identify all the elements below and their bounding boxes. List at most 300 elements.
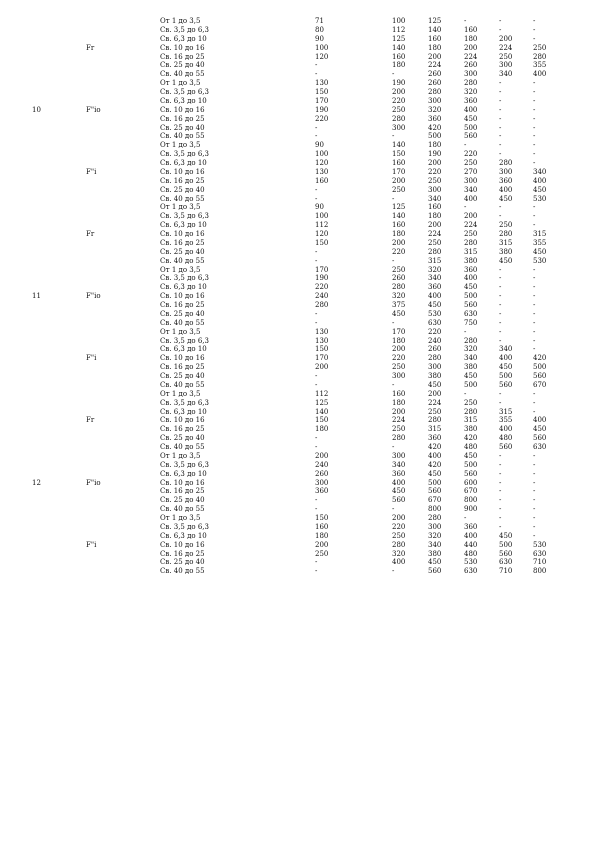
tolerance-value-cell: 120 — [315, 159, 329, 167]
tolerance-value-cell: 130 — [315, 327, 329, 336]
tolerance-value-cell: 420 — [464, 434, 478, 443]
tolerance-value-cell: 300 — [428, 96, 442, 105]
tolerance-value-cell: - — [392, 505, 395, 514]
tolerance-value-cell: - — [499, 301, 502, 309]
tolerance-value-cell: 220 — [315, 283, 329, 292]
tolerance-value-cell: 220 — [428, 167, 442, 176]
tolerance-value-cell: 200 — [428, 389, 442, 398]
module-range-cell: Св. 25 до 40 — [160, 123, 205, 132]
tolerance-value-cell: 560 — [499, 443, 513, 451]
tolerance-value-cell: - — [533, 265, 536, 274]
tolerance-value-cell: - — [533, 25, 536, 34]
module-range-cell: Св. 16 до 25 — [160, 487, 205, 496]
tolerance-value-cell: 400 — [499, 425, 513, 434]
tolerance-value-cell: 380 — [499, 247, 513, 256]
table-row — [0, 425, 595, 434]
table-row — [0, 319, 595, 328]
tolerance-value-cell: 224 — [464, 52, 478, 61]
tolerance-value-cell: 530 — [428, 309, 442, 318]
tolerance-value-cell: 340 — [464, 354, 478, 363]
tolerance-value-cell: 530 — [533, 194, 547, 203]
tolerance-value-cell: 80 — [315, 25, 324, 34]
module-range-cell: Св. 3,5 до 6,3 — [160, 274, 209, 283]
tolerance-value-cell: 150 — [392, 150, 406, 159]
tolerance-symbol-cell: F"io — [86, 105, 101, 114]
tolerance-value-cell: 90 — [315, 141, 324, 150]
tolerance-value-cell: 140 — [392, 212, 406, 221]
tolerance-value-cell: 150 — [315, 345, 329, 354]
tolerance-value-cell: 480 — [464, 443, 478, 451]
tolerance-value-cell: 420 — [428, 123, 442, 132]
tolerance-value-cell: 200 — [392, 514, 406, 522]
module-range-cell: Св. 10 до 16 — [160, 167, 205, 176]
tolerance-value-cell: 200 — [392, 176, 406, 185]
tolerance-value-cell: 670 — [533, 380, 547, 389]
tolerance-value-cell: 100 — [315, 150, 329, 159]
module-range-cell: Св. 6,3 до 10 — [160, 221, 207, 230]
tolerance-value-cell: - — [533, 96, 536, 105]
tolerance-value-cell: 130 — [315, 336, 329, 345]
table-row — [0, 461, 595, 470]
tolerance-value-cell: 300 — [392, 372, 406, 380]
tolerance-value-cell: 630 — [533, 549, 547, 558]
tolerance-symbol-cell: Fr — [86, 43, 95, 52]
tolerance-value-cell: 180 — [315, 425, 329, 434]
tolerance-value-cell: 200 — [315, 451, 329, 460]
module-range-cell: Св. 40 до 55 — [160, 132, 205, 141]
tolerance-table — [0, 17, 595, 576]
tolerance-value-cell: 400 — [533, 416, 547, 425]
table-row — [0, 266, 595, 275]
tolerance-value-cell: 630 — [533, 443, 547, 451]
tolerance-value-cell: 190 — [315, 105, 329, 114]
tolerance-value-cell: - — [533, 309, 536, 318]
tolerance-value-cell: 560 — [464, 301, 478, 309]
tolerance-value-cell: 170 — [315, 96, 329, 105]
tolerance-value-cell: - — [533, 212, 536, 221]
tolerance-value-cell: 500 — [464, 292, 478, 301]
tolerance-value-cell: 224 — [428, 61, 442, 70]
tolerance-value-cell: 250 — [499, 52, 513, 61]
tolerance-value-cell: - — [499, 522, 502, 531]
table-row — [0, 390, 595, 399]
module-range-cell: Св. 16 до 25 — [160, 549, 205, 558]
tolerance-value-cell: 360 — [428, 283, 442, 292]
tolerance-value-cell: 200 — [392, 238, 406, 247]
module-range-cell: Св. 25 до 40 — [160, 558, 205, 567]
tolerance-value-cell: - — [499, 150, 502, 159]
tolerance-value-cell: 315 — [499, 407, 513, 416]
tolerance-value-cell: - — [533, 221, 536, 230]
tolerance-value-cell: 250 — [499, 221, 513, 230]
tolerance-value-cell: 450 — [464, 114, 478, 123]
module-range-cell: Св. 6,3 до 10 — [160, 34, 207, 43]
table-row — [0, 337, 595, 346]
tolerance-value-cell: 112 — [315, 389, 329, 398]
tolerance-value-cell: 300 — [464, 176, 478, 185]
tolerance-value-cell: - — [533, 531, 536, 540]
tolerance-value-cell: 180 — [428, 141, 442, 150]
tolerance-value-cell: 140 — [428, 25, 442, 34]
table-row — [0, 88, 595, 97]
tolerance-value-cell: 220 — [392, 96, 406, 105]
module-range-cell: Св. 3,5 до 6,3 — [160, 212, 209, 221]
tolerance-value-cell: 630 — [464, 309, 478, 318]
tolerance-value-cell: 170 — [315, 354, 329, 363]
tolerance-value-cell: 270 — [464, 167, 478, 176]
tolerance-value-cell: - — [499, 25, 502, 34]
tolerance-value-cell: - — [464, 141, 467, 150]
tolerance-value-cell: - — [499, 274, 502, 283]
module-range-cell: Св. 10 до 16 — [160, 292, 205, 301]
tolerance-value-cell: 480 — [499, 434, 513, 443]
module-range-cell: Св. 25 до 40 — [160, 434, 205, 443]
tolerance-value-cell: 250 — [428, 176, 442, 185]
tolerance-value-cell: 160 — [428, 203, 442, 212]
tolerance-value-cell: 380 — [464, 425, 478, 434]
tolerance-value-cell: 250 — [428, 407, 442, 416]
tolerance-value-cell: 750 — [464, 318, 478, 327]
tolerance-value-cell: 450 — [464, 451, 478, 460]
tolerance-value-cell: 200 — [392, 345, 406, 354]
tolerance-value-cell: 400 — [533, 70, 547, 79]
tolerance-value-cell: 400 — [392, 478, 406, 487]
tolerance-value-cell: - — [392, 194, 395, 203]
tolerance-value-cell: 450 — [499, 531, 513, 540]
tolerance-value-cell: - — [392, 70, 395, 79]
table-row — [0, 212, 595, 221]
tolerance-value-cell: 600 — [464, 478, 478, 487]
tolerance-value-cell: - — [499, 514, 502, 522]
tolerance-value-cell: 450 — [533, 247, 547, 256]
tolerance-value-cell: 375 — [392, 301, 406, 309]
tolerance-value-cell: 320 — [428, 265, 442, 274]
table-row — [0, 487, 595, 496]
tolerance-value-cell: 355 — [533, 61, 547, 70]
tolerance-value-cell: 380 — [428, 549, 442, 558]
module-range-cell: Св. 10 до 16 — [160, 540, 205, 549]
tolerance-value-cell: 800 — [428, 505, 442, 514]
tolerance-value-cell: 280 — [392, 283, 406, 292]
tolerance-value-cell: - — [392, 380, 395, 389]
tolerance-value-cell: 560 — [533, 434, 547, 443]
tolerance-value-cell: 160 — [315, 176, 329, 185]
tolerance-value-cell: 224 — [499, 43, 513, 52]
accuracy-grade-cell: 12 — [32, 478, 41, 487]
tolerance-value-cell: 400 — [499, 185, 513, 194]
tolerance-value-cell: 500 — [533, 363, 547, 372]
tolerance-value-cell: 320 — [392, 292, 406, 301]
tolerance-value-cell: 260 — [428, 70, 442, 79]
tolerance-value-cell: 224 — [428, 398, 442, 407]
tolerance-value-cell: - — [315, 256, 318, 265]
tolerance-value-cell: 400 — [464, 105, 478, 114]
tolerance-value-cell: 100 — [392, 17, 406, 25]
tolerance-value-cell: 180 — [392, 398, 406, 407]
module-range-cell: Св. 10 до 16 — [160, 230, 205, 238]
tolerance-value-cell: 560 — [499, 380, 513, 389]
tolerance-value-cell: 450 — [428, 558, 442, 567]
tolerance-value-cell: 450 — [428, 380, 442, 389]
tolerance-value-cell: - — [533, 292, 536, 301]
tolerance-value-cell: 380 — [464, 256, 478, 265]
tolerance-value-cell: 315 — [499, 238, 513, 247]
table-row — [0, 115, 595, 124]
tolerance-value-cell: - — [533, 460, 536, 469]
table-row — [0, 195, 595, 204]
table-row — [0, 106, 595, 115]
tolerance-value-cell: 125 — [428, 17, 442, 25]
tolerance-value-cell: - — [499, 96, 502, 105]
module-range-cell: Св. 40 до 55 — [160, 318, 205, 327]
tolerance-value-cell: 280 — [428, 88, 442, 96]
tolerance-value-cell: - — [533, 451, 536, 460]
module-range-cell: Св. 3,5 до 6,3 — [160, 398, 209, 407]
tolerance-value-cell: 340 — [428, 540, 442, 549]
tolerance-value-cell: 450 — [464, 372, 478, 380]
tolerance-value-cell: - — [499, 105, 502, 114]
tolerance-value-cell: - — [533, 318, 536, 327]
tolerance-value-cell: 200 — [315, 540, 329, 549]
tolerance-value-cell: 280 — [392, 114, 406, 123]
module-range-cell: Св. 6,3 до 10 — [160, 407, 207, 416]
tolerance-value-cell: 224 — [392, 416, 406, 425]
tolerance-value-cell: 315 — [533, 230, 547, 238]
tolerance-value-cell: - — [315, 567, 318, 576]
tolerance-value-cell: 220 — [392, 522, 406, 531]
tolerance-value-cell: - — [392, 567, 395, 576]
tolerance-value-cell: 360 — [464, 96, 478, 105]
table-row — [0, 168, 595, 177]
tolerance-value-cell: 160 — [464, 25, 478, 34]
tolerance-value-cell: 224 — [464, 221, 478, 230]
accuracy-grade-cell: 10 — [32, 105, 41, 114]
tolerance-value-cell: - — [499, 309, 502, 318]
tolerance-value-cell: 300 — [499, 167, 513, 176]
module-range-cell: От 1 до 3,5 — [160, 327, 201, 336]
table-row — [0, 505, 595, 514]
tolerance-value-cell: 112 — [315, 221, 329, 230]
tolerance-value-cell: 450 — [499, 194, 513, 203]
tolerance-value-cell: - — [464, 327, 467, 336]
tolerance-value-cell: 280 — [315, 301, 329, 309]
tolerance-value-cell: 280 — [464, 407, 478, 416]
tolerance-value-cell: - — [315, 558, 318, 567]
table-row — [0, 35, 595, 44]
tolerance-value-cell: 160 — [428, 34, 442, 43]
table-row — [0, 257, 595, 266]
tolerance-value-cell: 280 — [499, 230, 513, 238]
tolerance-value-cell: 200 — [464, 43, 478, 52]
module-range-cell: Св. 16 до 25 — [160, 114, 205, 123]
tolerance-value-cell: 500 — [464, 460, 478, 469]
tolerance-value-cell: 170 — [392, 327, 406, 336]
tolerance-value-cell: - — [533, 469, 536, 478]
tolerance-value-cell: - — [533, 487, 536, 496]
table-row — [0, 61, 595, 70]
tolerance-value-cell: 160 — [392, 159, 406, 167]
table-row — [0, 532, 595, 541]
tolerance-value-cell: - — [315, 309, 318, 318]
tolerance-symbol-cell: Fr — [86, 230, 95, 238]
table-row — [0, 434, 595, 443]
module-range-cell: Св. 6,3 до 10 — [160, 469, 207, 478]
tolerance-value-cell: - — [315, 61, 318, 70]
module-range-cell: Св. 40 до 55 — [160, 380, 205, 389]
table-row — [0, 44, 595, 53]
tolerance-value-cell: 450 — [392, 487, 406, 496]
tolerance-value-cell: 710 — [499, 567, 513, 576]
tolerance-value-cell: 340 — [392, 460, 406, 469]
tolerance-value-cell: 260 — [464, 61, 478, 70]
module-range-cell: Св. 16 до 25 — [160, 425, 205, 434]
tolerance-value-cell: - — [499, 212, 502, 221]
tolerance-value-cell: 320 — [464, 88, 478, 96]
tolerance-value-cell: 280 — [499, 159, 513, 167]
table-row — [0, 558, 595, 567]
tolerance-value-cell: 420 — [428, 460, 442, 469]
table-row — [0, 381, 595, 390]
tolerance-value-cell: 190 — [315, 274, 329, 283]
module-range-cell: От 1 до 3,5 — [160, 203, 201, 212]
tolerance-value-cell: 180 — [315, 531, 329, 540]
tolerance-value-cell: 280 — [392, 434, 406, 443]
table-row — [0, 514, 595, 523]
tolerance-value-cell: 130 — [315, 167, 329, 176]
tolerance-value-cell: 160 — [392, 389, 406, 398]
tolerance-value-cell: 160 — [315, 522, 329, 531]
tolerance-value-cell: 400 — [428, 292, 442, 301]
module-range-cell: Св. 6,3 до 10 — [160, 345, 207, 354]
tolerance-value-cell: 360 — [464, 265, 478, 274]
tolerance-value-cell: 320 — [392, 549, 406, 558]
tolerance-value-cell: 250 — [428, 238, 442, 247]
tolerance-value-cell: 300 — [392, 123, 406, 132]
module-range-cell: Св. 40 до 55 — [160, 256, 205, 265]
tolerance-value-cell: 530 — [464, 558, 478, 567]
accuracy-grade-cell: 11 — [32, 292, 41, 301]
tolerance-value-cell: 500 — [464, 380, 478, 389]
tolerance-value-cell: 560 — [464, 469, 478, 478]
module-range-cell: Св. 25 до 40 — [160, 372, 205, 380]
tolerance-value-cell: 180 — [428, 43, 442, 52]
tolerance-value-cell: - — [499, 79, 502, 88]
tolerance-value-cell: - — [533, 522, 536, 531]
tolerance-value-cell: 280 — [428, 416, 442, 425]
tolerance-value-cell: - — [499, 88, 502, 96]
module-range-cell: Св. 3,5 до 6,3 — [160, 150, 209, 159]
table-row — [0, 230, 595, 239]
table-row — [0, 443, 595, 452]
module-range-cell: Св. 6,3 до 10 — [160, 96, 207, 105]
tolerance-value-cell: 450 — [392, 309, 406, 318]
tolerance-value-cell: 140 — [392, 43, 406, 52]
tolerance-value-cell: - — [533, 150, 536, 159]
tolerance-value-cell: 240 — [315, 460, 329, 469]
tolerance-value-cell: 630 — [499, 558, 513, 567]
tolerance-value-cell: 200 — [392, 407, 406, 416]
tolerance-value-cell: - — [533, 398, 536, 407]
tolerance-value-cell: 450 — [428, 469, 442, 478]
tolerance-value-cell: 260 — [392, 274, 406, 283]
tolerance-value-cell: 360 — [428, 114, 442, 123]
tolerance-value-cell: - — [533, 496, 536, 505]
tolerance-value-cell: - — [499, 478, 502, 487]
table-row — [0, 141, 595, 150]
table-row — [0, 159, 595, 168]
module-range-cell: Св. 10 до 16 — [160, 416, 205, 425]
table-row — [0, 239, 595, 248]
tolerance-symbol-cell: F"i — [86, 354, 97, 363]
tolerance-value-cell: 250 — [392, 185, 406, 194]
tolerance-value-cell: 300 — [315, 478, 329, 487]
tolerance-value-cell: 250 — [392, 363, 406, 372]
table-row — [0, 310, 595, 319]
tolerance-value-cell: 500 — [499, 540, 513, 549]
tolerance-value-cell: 300 — [428, 522, 442, 531]
table-row — [0, 283, 595, 292]
module-range-cell: Св. 10 до 16 — [160, 478, 205, 487]
tolerance-value-cell: 260 — [428, 79, 442, 88]
tolerance-value-cell: 300 — [428, 185, 442, 194]
tolerance-value-cell: - — [499, 141, 502, 150]
tolerance-value-cell: 280 — [464, 238, 478, 247]
table-row — [0, 292, 595, 301]
tolerance-value-cell: 150 — [315, 88, 329, 96]
tolerance-value-cell: - — [533, 88, 536, 96]
tolerance-value-cell: 400 — [464, 274, 478, 283]
tolerance-value-cell: - — [499, 389, 502, 398]
tolerance-value-cell: 250 — [392, 425, 406, 434]
tolerance-value-cell: 500 — [464, 123, 478, 132]
tolerance-value-cell: 112 — [392, 25, 406, 34]
tolerance-value-cell: - — [533, 514, 536, 522]
tolerance-value-cell: - — [499, 17, 502, 25]
tolerance-value-cell: 300 — [428, 363, 442, 372]
tolerance-value-cell: - — [533, 159, 536, 167]
tolerance-value-cell: 300 — [499, 61, 513, 70]
tolerance-value-cell: 250 — [464, 230, 478, 238]
module-range-cell: Св. 25 до 40 — [160, 309, 205, 318]
tolerance-value-cell: 170 — [392, 167, 406, 176]
tolerance-value-cell: 560 — [464, 132, 478, 141]
module-range-cell: Св. 25 до 40 — [160, 61, 205, 70]
tolerance-value-cell: 320 — [428, 531, 442, 540]
tolerance-value-cell: 450 — [464, 283, 478, 292]
tolerance-value-cell: - — [533, 17, 536, 25]
module-range-cell: Св. 40 до 55 — [160, 505, 205, 514]
tolerance-value-cell: - — [315, 434, 318, 443]
table-row — [0, 177, 595, 186]
tolerance-value-cell: 400 — [464, 194, 478, 203]
tolerance-value-cell: - — [499, 292, 502, 301]
tolerance-value-cell: 220 — [392, 354, 406, 363]
tolerance-value-cell: 800 — [464, 496, 478, 505]
table-row — [0, 26, 595, 35]
tolerance-value-cell: 170 — [315, 265, 329, 274]
tolerance-value-cell: - — [533, 141, 536, 150]
table-row — [0, 124, 595, 133]
tolerance-value-cell: - — [315, 194, 318, 203]
tolerance-value-cell: - — [315, 318, 318, 327]
table-row — [0, 301, 595, 310]
tolerance-value-cell: - — [392, 443, 395, 451]
tolerance-value-cell: 250 — [392, 105, 406, 114]
module-range-cell: Св. 40 до 55 — [160, 194, 205, 203]
tolerance-value-cell: 160 — [392, 221, 406, 230]
tolerance-value-cell: 420 — [533, 354, 547, 363]
tolerance-value-cell: 130 — [315, 79, 329, 88]
